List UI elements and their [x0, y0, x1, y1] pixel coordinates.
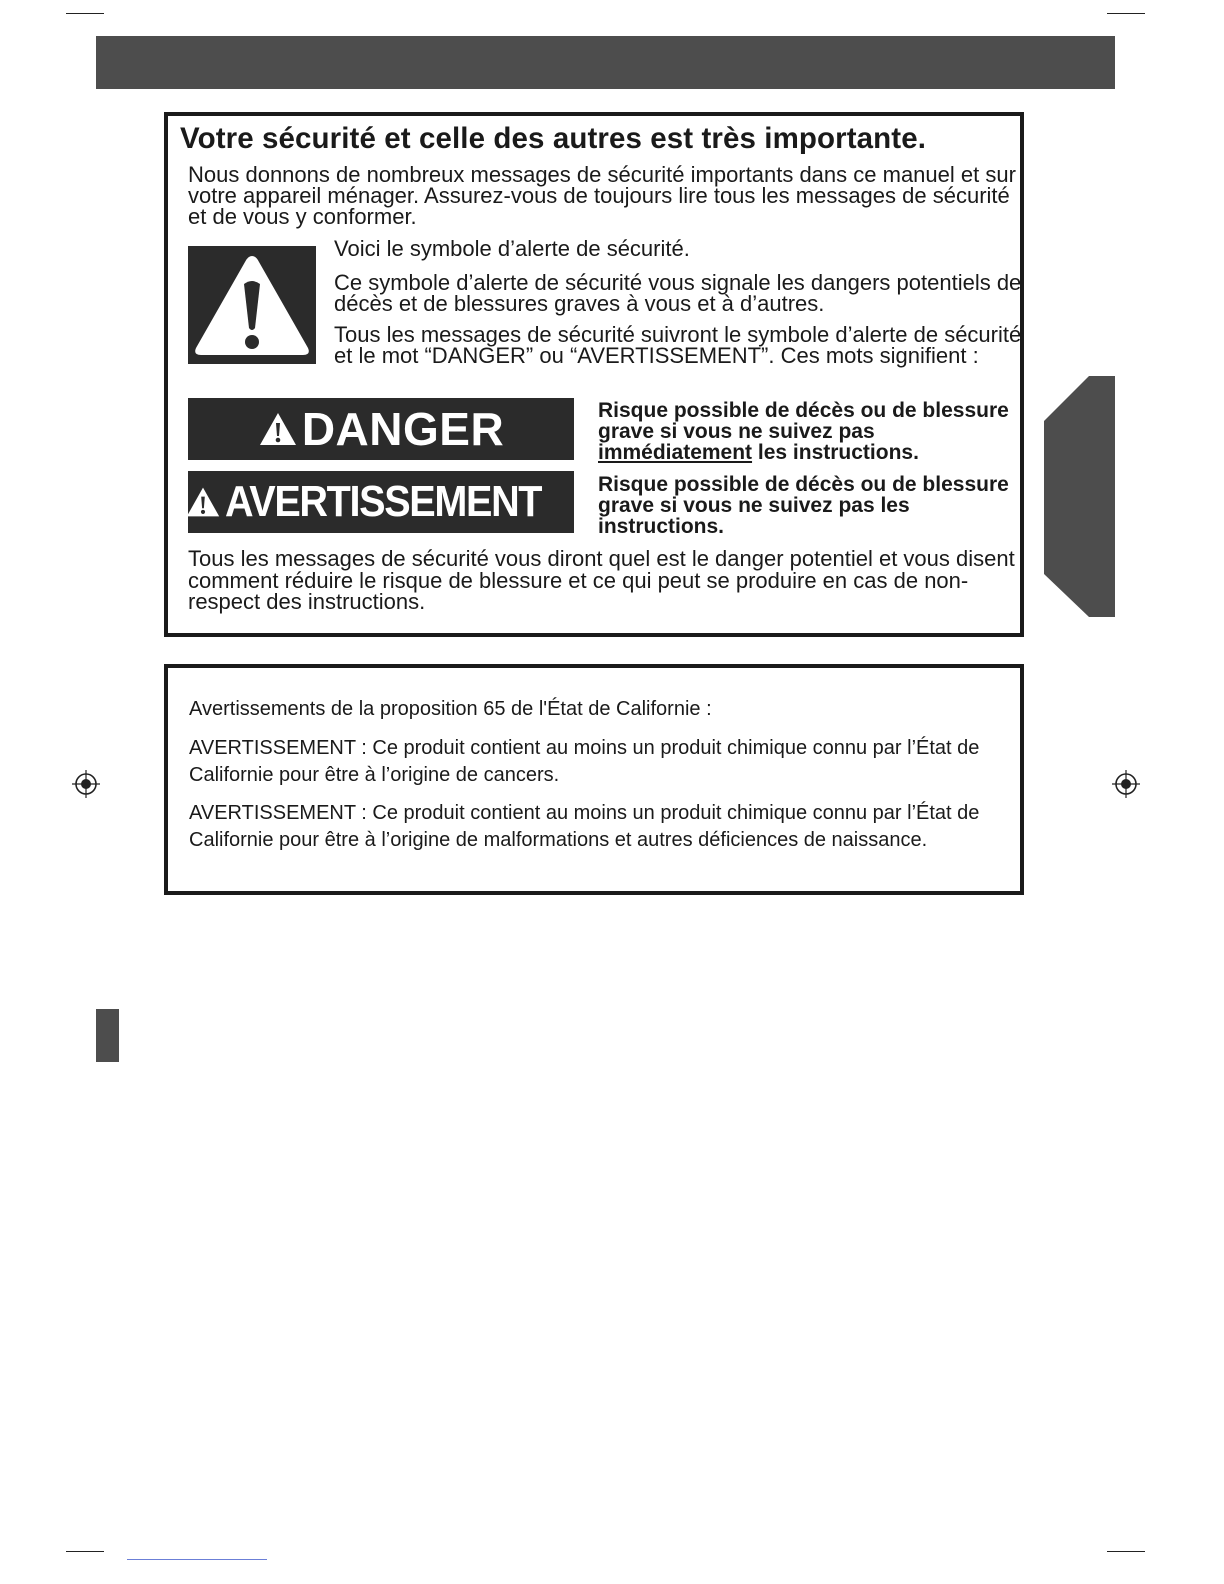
warning-triangle-icon — [185, 485, 221, 519]
crop-mark-bottom-right-h — [1107, 1551, 1145, 1552]
safety-box — [164, 112, 1024, 637]
symbol-line-1: Voici le symbole d’alerte de sécurité. — [334, 236, 690, 261]
safety-title: Votre sécurité et celle des autres est très importante. — [180, 122, 927, 155]
header-bar — [96, 36, 1115, 89]
danger-meaning-part2: les instructions. — [757, 441, 919, 464]
safety-intro: Nous donnons de nombreux messages de sécurité importants dans ce manuel et sur votre appareil ménager. Assurez-vous de toujours lire tous les messages de sécurité et de vous y conformer. — [188, 162, 1016, 229]
danger-meaning-underlined: immédiatement — [598, 441, 753, 464]
crop-mark-top-left-h — [66, 13, 104, 14]
side-tab — [1044, 376, 1115, 617]
prop65-warning-cancer: AVERTISSEMENT : Ce produit contient au moins un produit chimique connu par l’État de Californie pour être à l’origine de cancers. — [189, 737, 980, 786]
crop-mark-bottom-left-h — [66, 1551, 104, 1552]
prop65-warning-birth-defects: AVERTISSEMENT : Ce produit contient au moins un produit chimique connu par l’État de Californie pour être à l’origine de malformations et autres déficiences de naissance. — [189, 802, 980, 851]
prop65-heading: Avertissements de la proposition 65 de l'État de Californie : — [189, 698, 712, 720]
registration-target-icon — [1112, 770, 1140, 798]
left-tab — [96, 1009, 119, 1062]
danger-meaning — [598, 400, 1018, 463]
danger-banner — [188, 398, 574, 460]
symbol-line-3: Tous les messages de sécurité suivront le symbole d’alerte de sécurité et le mot “DANGER” ou “AVERTISSEMENT”. Ces mots signifient : — [334, 322, 1022, 368]
crop-mark-top-right-h — [1107, 13, 1145, 14]
symbol-line-2: Ce symbole d’alerte de sécurité vous signale les dangers potentiels de décès et de blessures graves à vous et à d’autres. — [334, 270, 1022, 316]
warning-banner — [188, 471, 574, 533]
prop65-box — [164, 664, 1024, 895]
safety-closing: Tous les messages de sécurité vous diront quel est le danger potentiel et vous disent comment réduire le risque de blessure et ce qui peut se produire en cas de non-respect des instructions. — [188, 546, 1015, 614]
warning-triangle-icon — [188, 246, 316, 364]
registration-target-icon — [72, 770, 100, 798]
bottom-underline — [127, 1559, 267, 1560]
warning-triangle-icon — [258, 411, 298, 447]
danger-label: DANGER — [301, 403, 505, 455]
danger-meaning-part1: Risque possible de décès ou de blessure grave si vous ne suivez pas — [598, 399, 1009, 443]
warning-label: AVERTISSEMENT — [225, 477, 542, 526]
warning-meaning: Risque possible de décès ou de blessure grave si vous ne suivez pas les instructions. — [598, 473, 1009, 538]
